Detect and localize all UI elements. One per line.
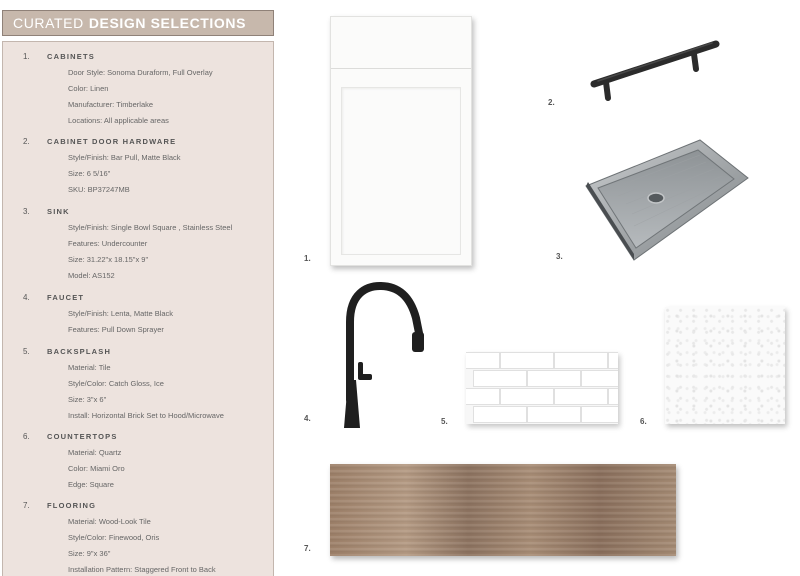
image-label-7: 7. xyxy=(304,544,311,553)
section-title: COUNTERTOPS xyxy=(47,432,118,441)
cabinet-door-image xyxy=(330,16,472,266)
section-title: CABINETS xyxy=(47,52,95,61)
spec-line: Color: Miami Oro xyxy=(68,464,125,473)
quartz-countertop-image xyxy=(665,307,785,424)
bar-pull-image xyxy=(584,36,724,106)
tile xyxy=(554,352,608,369)
sink-image xyxy=(582,136,752,262)
page-title xyxy=(2,10,274,36)
spec-line: Style/Finish: Single Bowl Square , Stainless Steel xyxy=(68,223,233,232)
title-bold: DESIGN SELECTIONS xyxy=(88,15,247,31)
spec-line: Locations: All applicable areas xyxy=(68,116,169,125)
spec-line: Features: Pull Down Sprayer xyxy=(68,325,164,334)
image-label-3: 3. xyxy=(556,252,563,261)
spec-line: Style/Color: Catch Gloss, Ice xyxy=(68,379,164,388)
spec-line: Installation Pattern: Staggered Front to Back xyxy=(68,565,216,574)
image-label-1: 1. xyxy=(304,254,311,263)
image-label-6: 6. xyxy=(640,417,647,426)
section-number: 3. xyxy=(23,207,30,216)
tile xyxy=(527,406,581,423)
section-number: 7. xyxy=(23,501,30,510)
faucet-image xyxy=(336,282,428,430)
spec-line: SKU: BP37247MB xyxy=(68,185,130,194)
spec-line: Door Style: Sonoma Duraform, Full Overlay xyxy=(68,68,213,77)
spec-line: Material: Wood-Look Tile xyxy=(68,517,151,526)
section-number: 1. xyxy=(23,52,30,61)
section-title: FAUCET xyxy=(47,293,85,302)
spec-line: Style/Finish: Bar Pull, Matte Black xyxy=(68,153,181,162)
spec-line: Edge: Square xyxy=(68,480,114,489)
backsplash-tile-image xyxy=(466,352,618,424)
spec-line: Material: Quartz xyxy=(68,448,122,457)
tile xyxy=(527,370,581,387)
tile xyxy=(466,352,500,369)
section-title: SINK xyxy=(47,207,70,216)
spec-line: Size: 6 5/16" xyxy=(68,169,111,178)
section-number: 4. xyxy=(23,293,30,302)
spec-line: Install: Horizontal Brick Set to Hood/Microwave xyxy=(68,411,224,420)
title-light: CURATED xyxy=(13,15,84,31)
tile xyxy=(500,352,554,369)
spec-line: Size: 31.22"x 18.15"x 9" xyxy=(68,255,149,264)
spec-line: Material: Tile xyxy=(68,363,111,372)
spec-line: Color: Linen xyxy=(68,84,109,93)
tile xyxy=(581,370,618,387)
tile xyxy=(554,388,608,405)
spec-line: Manufacturer: Timberlake xyxy=(68,100,154,109)
wood-flooring-image xyxy=(330,464,676,556)
spec-line: Style/Finish: Lenta, Matte Black xyxy=(68,309,174,318)
door-top-rail xyxy=(331,17,471,69)
selections-panel xyxy=(2,41,274,576)
image-label-4: 4. xyxy=(304,414,311,423)
spec-line: Size: 9"x 36" xyxy=(68,549,111,558)
tile xyxy=(473,406,527,423)
section-title: BACKSPLASH xyxy=(47,347,112,356)
section-title: FLOORING xyxy=(47,501,97,510)
spec-line: Model: AS152 xyxy=(68,271,115,280)
section-number: 2. xyxy=(23,137,30,146)
image-label-2: 2. xyxy=(548,98,555,107)
section-number: 6. xyxy=(23,432,30,441)
spec-line: Style/Color: Finewood, Oris xyxy=(68,533,160,542)
door-recessed-panel xyxy=(341,87,461,255)
section-number: 5. xyxy=(23,347,30,356)
tile xyxy=(500,388,554,405)
section-title: CABINET DOOR HARDWARE xyxy=(47,137,177,146)
spec-line: Features: Undercounter xyxy=(68,239,148,248)
tile xyxy=(608,388,618,405)
tile xyxy=(473,370,527,387)
tile xyxy=(581,406,618,423)
spec-line: Size: 3"x 6" xyxy=(68,395,107,404)
tile xyxy=(608,352,618,369)
tile xyxy=(466,388,500,405)
image-label-5: 5. xyxy=(441,417,448,426)
